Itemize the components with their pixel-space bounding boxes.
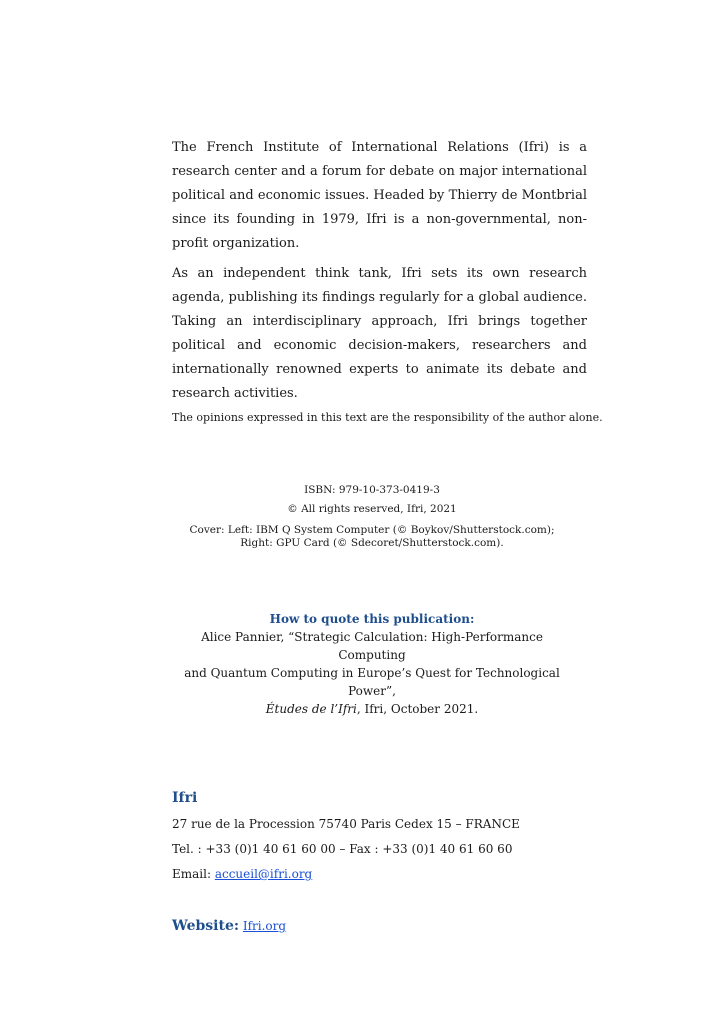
intro-paragraph-2: As an independent think tank, Ifri sets its own research agenda, publishing its findings regularly for a global audience. Taking an interdisciplinary approach, Ifri brings together political and economic decision-makers, researchers and internationally renowned experts to animate its debate and research activities. bbox=[172, 266, 587, 401]
website-line bbox=[172, 918, 286, 934]
citation-block bbox=[172, 610, 572, 718]
opinion-disclaimer: The opinions expressed in this text are the responsibility of the author alone. bbox=[172, 411, 603, 424]
citation-line-2: and Quantum Computing in Europe’s Quest for Technological Power”, bbox=[184, 666, 560, 698]
intro-section bbox=[172, 136, 587, 412]
isbn-block bbox=[172, 484, 572, 550]
citation-publisher-date: , Ifri, October 2021. bbox=[356, 702, 479, 716]
email-link[interactable]: accueil@ifri.org bbox=[214, 867, 313, 881]
ifri-name: Ifri bbox=[172, 790, 198, 806]
isbn-number: ISBN: 979-10-373-0419-3 bbox=[304, 484, 440, 496]
website-link[interactable]: Ifri.org bbox=[242, 919, 287, 933]
email-label: Email: bbox=[172, 867, 215, 881]
website-label: Website: bbox=[172, 918, 240, 934]
copyright-notice: © All rights reserved, Ifri, 2021 bbox=[287, 503, 457, 515]
citation-title: How to quote this publication: bbox=[269, 612, 475, 626]
ifri-email-line bbox=[172, 866, 592, 882]
cover-credit-line-2: Right: GPU Card (© Sdecoret/Shutterstock.com). bbox=[240, 537, 504, 549]
citation-series: Études de l’Ifri bbox=[265, 702, 357, 716]
intro-paragraph-1: The French Institute of International Relations (Ifri) is a research center and a forum for debate on major international political and economic issues. Headed by Thierry de Montbrial since its founding in 1979, Ifri is a non-governmental, non-profit organization. bbox=[172, 140, 587, 251]
citation-line-1: Alice Pannier, “Strategic Calculation: High-Performance Computing bbox=[201, 630, 543, 662]
ifri-address: 27 rue de la Procession 75740 Paris Cedex 15 – FRANCE bbox=[172, 817, 520, 831]
ifri-phone-fax: Tel. : +33 (0)1 40 61 60 00 – Fax : +33 (0)1 40 61 60 60 bbox=[172, 842, 513, 856]
cover-credit-line-1: Cover: Left: IBM Q System Computer (© Boykov/Shutterstock.com); bbox=[189, 524, 555, 536]
ifri-contact bbox=[172, 790, 592, 891]
citation-line-3 bbox=[172, 700, 572, 718]
